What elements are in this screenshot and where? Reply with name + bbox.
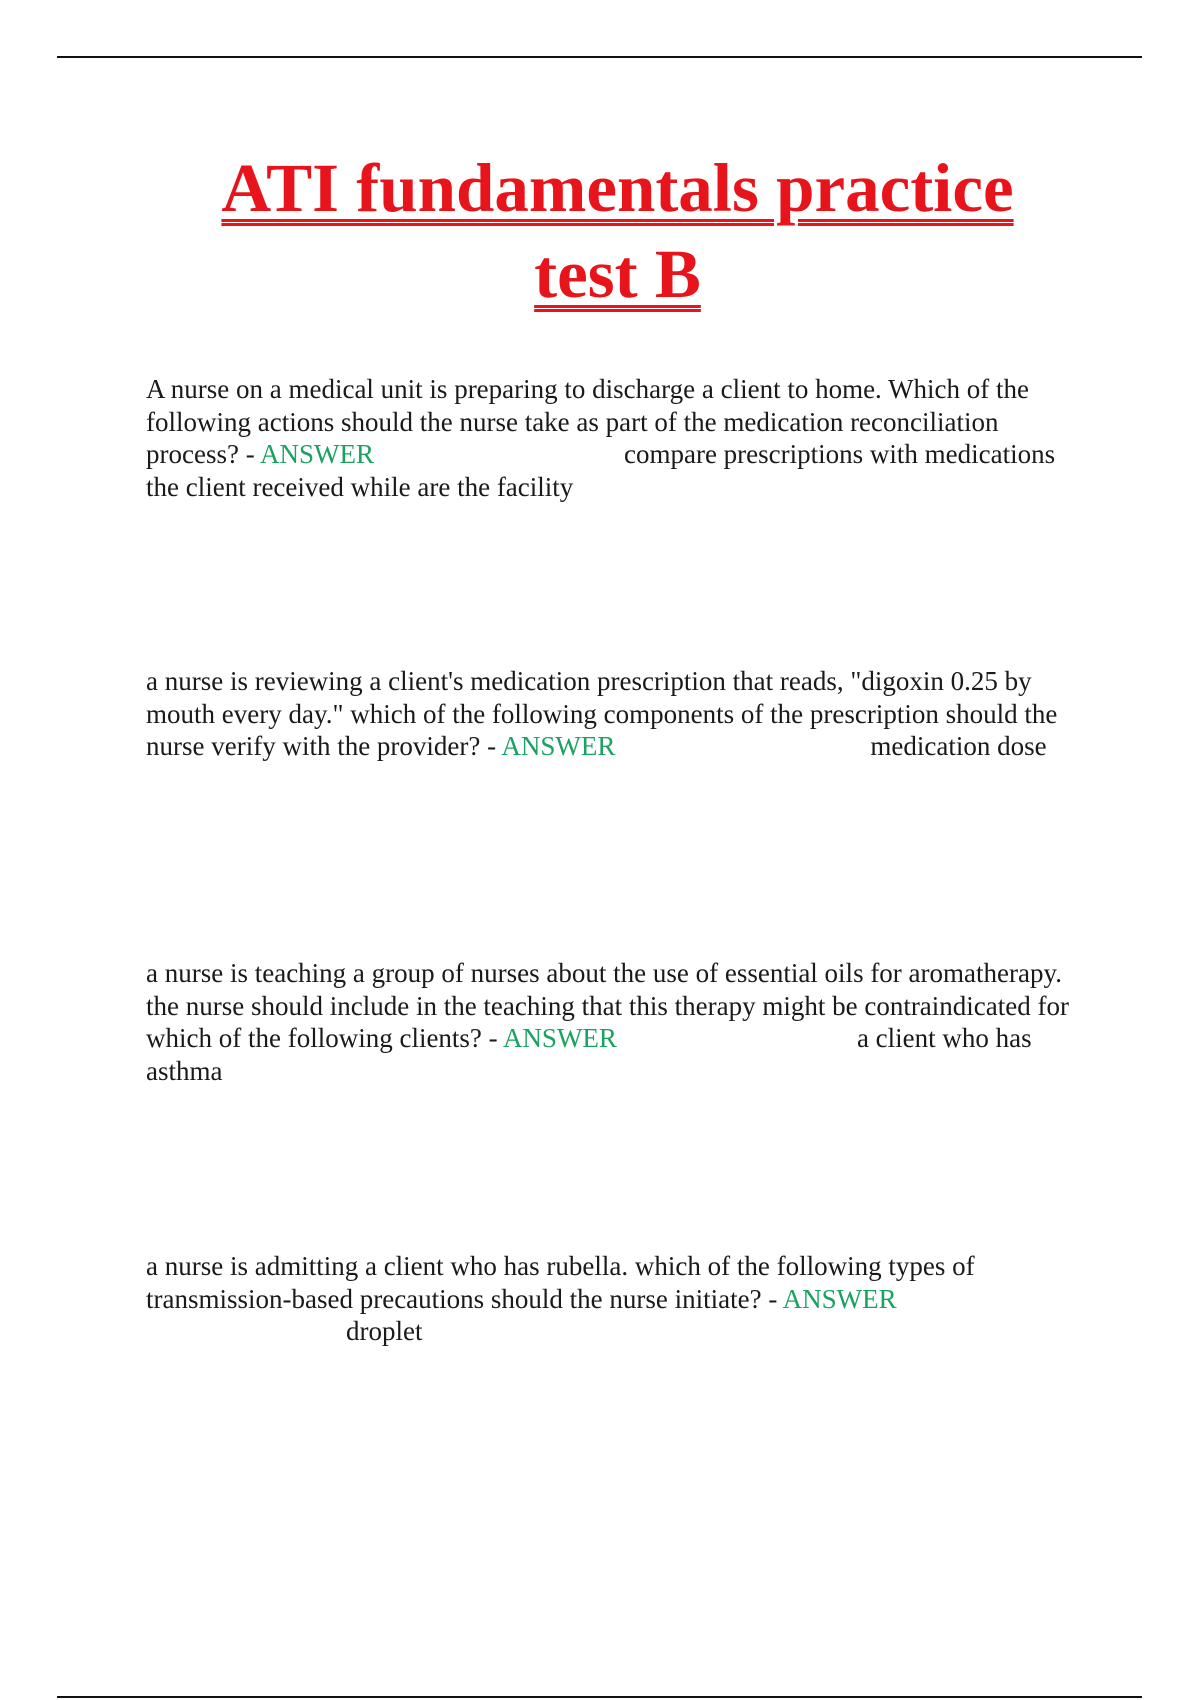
answer-text: a client who has asthma — [146, 1023, 1032, 1086]
answer-label: ANSWER — [259, 439, 374, 469]
answer-label: ANSWER — [502, 1023, 617, 1053]
title-line-1: ATI fundamentals practice — [221, 150, 1014, 226]
answer-text: medication dose — [870, 731, 1047, 761]
qa-item — [146, 665, 1106, 763]
document-title — [0, 145, 1200, 317]
answer-label: ANSWER — [501, 731, 616, 761]
separator: - — [487, 731, 497, 761]
qa-item — [146, 957, 1086, 1087]
title-line-2: test B — [534, 236, 701, 312]
separator: - — [488, 1023, 498, 1053]
header-rule — [57, 56, 1142, 58]
question-text: a nurse is admitting a client who has rubella. which of the following types of transmission-based precautions should the nurse initiate? — [146, 1251, 975, 1314]
question-text: a nurse is reviewing a client's medication prescription that reads, "digoxin 0.25 by mouth every day." which of the following components of the prescription should the nurse verify with the provider? — [146, 666, 1058, 761]
qa-item — [146, 373, 1086, 503]
question-text: a nurse is teaching a group of nurses about the use of essential oils for aromatherapy. the nurse should include in the teaching that this therapy might be contraindicated for which of the following clients? — [146, 958, 1069, 1053]
answer-label: ANSWER — [782, 1283, 897, 1314]
footer-rule — [57, 1696, 1142, 1698]
answer-text: droplet — [346, 1316, 423, 1346]
separator: - — [768, 1283, 778, 1314]
answer-text: compare prescriptions with medications the client received while are the facility — [146, 439, 1056, 502]
question-text: A nurse on a medical unit is preparing to discharge a client to home. Which of the following actions should the nurse take as part of the medication reconciliation process? — [146, 374, 1030, 469]
separator: - — [245, 439, 255, 469]
qa-item — [146, 1250, 1086, 1348]
